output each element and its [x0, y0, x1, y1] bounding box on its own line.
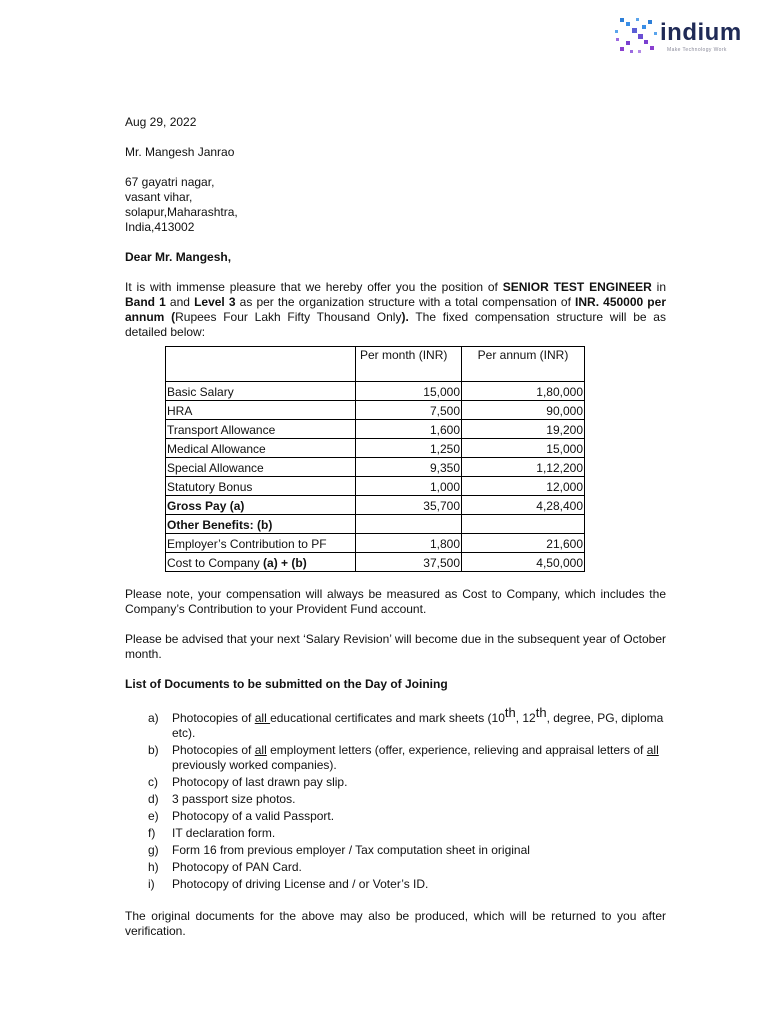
table-row	[166, 439, 585, 458]
per-annum-value: 15,000	[462, 439, 585, 458]
table-row-gross	[166, 496, 585, 515]
row-label: Special Allowance	[166, 458, 356, 477]
per-month-value: 9,350	[356, 458, 462, 477]
address-line: vasant vihar,	[125, 190, 193, 204]
per-month-value: 1,600	[356, 420, 462, 439]
table-row	[166, 477, 585, 496]
total-compensation: INR. 450000 per annum	[125, 295, 666, 324]
table-header-cell: Per month (INR)	[356, 347, 462, 382]
per-month-value: 1,250	[356, 439, 462, 458]
per-annum-value: 19,200	[462, 420, 585, 439]
row-label: Other Benefits: (b)	[166, 515, 356, 534]
per-month-value	[356, 515, 462, 534]
table-row-other-benefits	[166, 515, 585, 534]
logo-mark-icon	[614, 16, 658, 56]
row-label: Employer’s Contribution to PF	[166, 534, 356, 553]
table-row	[166, 401, 585, 420]
table-row-ctc	[166, 553, 585, 572]
logo-tagline: Make Technology Work	[667, 47, 727, 53]
band: Band 1	[125, 295, 166, 309]
company-logo	[614, 16, 754, 56]
position-title: SENIOR TEST ENGINEER	[502, 280, 652, 294]
per-annum-value: 4,50,000	[462, 553, 585, 572]
row-label: Medical Allowance	[166, 439, 356, 458]
logo-wordmark: indium	[660, 19, 742, 46]
per-annum-value: 1,12,200	[462, 458, 585, 477]
address-line: 67 gayatri nagar,	[125, 175, 215, 189]
per-annum-value: 21,600	[462, 534, 585, 553]
address-line: solapur,Maharashtra,	[125, 205, 238, 219]
address-line: India,413002	[125, 220, 195, 234]
ctc-note: Please note, your compensation will always be measured as Cost to Company, which includes the Company’s Contribution to your Provident Fund account.	[125, 587, 666, 616]
offer-letter	[125, 115, 666, 939]
recipient-name: Mr. Mangesh Janrao	[125, 145, 235, 159]
documents-list	[125, 705, 666, 892]
salary-revision-note: Please be advised that your next ‘Salary Revision’ will become due in the subsequent year of October month.	[125, 632, 666, 661]
per-month-value: 1,800	[356, 534, 462, 553]
row-label: Basic Salary	[166, 382, 356, 401]
letter-date: Aug 29, 2022	[125, 115, 197, 129]
per-annum-value: 1,80,000	[462, 382, 585, 401]
table-row	[166, 534, 585, 553]
salutation: Dear Mr. Mangesh,	[125, 250, 232, 264]
per-annum-value	[462, 515, 585, 534]
list-item: e) Photocopy of a valid Passport.	[148, 809, 335, 823]
per-month-value: 35,700	[356, 496, 462, 515]
list-item: i) Photocopy of driving License and / or Voter’s ID.	[148, 877, 429, 891]
table-row	[166, 382, 585, 401]
recipient-address	[125, 175, 666, 235]
row-label: Transport Allowance	[166, 420, 356, 439]
amount-in-words: Rupees Four Lakh Fifty Thousand Only	[175, 310, 402, 324]
offer-paragraph: It is with immense pleasure that we hereby offer you the position of SENIOR TEST ENGINEER in Band 1 and Level 3 as per the organization structure with a total compensation of INR. 450000 per annum (Rupees Four Lakh Fifty Thousand Only). The fixed compensation structure will be as detailed below:	[125, 280, 666, 339]
row-label: HRA	[166, 401, 356, 420]
list-item: d) 3 passport size photos.	[148, 792, 296, 806]
table-row	[166, 458, 585, 477]
table-header-cell	[166, 347, 356, 382]
list-item: b) Photocopies of all employment letters (offer, experience, relieving and appraisal letters of all previously worked companies).	[148, 743, 659, 772]
per-month-value: 1,000	[356, 477, 462, 496]
list-item: c) Photocopy of last drawn pay slip.	[148, 775, 348, 789]
per-annum-value: 4,28,400	[462, 496, 585, 515]
table-header-cell: Per annum (INR)	[462, 347, 585, 382]
per-annum-value: 12,000	[462, 477, 585, 496]
level: Level 3	[194, 295, 236, 309]
list-item: g) Form 16 from previous employer / Tax computation sheet in original	[148, 843, 530, 857]
documents-heading: List of Documents to be submitted on the Day of Joining	[125, 677, 448, 691]
per-annum-value: 90,000	[462, 401, 585, 420]
table-header-row	[166, 347, 585, 382]
row-label: Cost to Company (a) + (b)	[166, 553, 356, 572]
row-label: Statutory Bonus	[166, 477, 356, 496]
per-month-value: 15,000	[356, 382, 462, 401]
list-item: a) Photocopies of all educational certificates and mark sheets (10th, 12th, degree, PG, diploma etc).	[148, 705, 664, 740]
compensation-table	[165, 346, 585, 572]
per-month-value: 7,500	[356, 401, 462, 420]
list-item: h) Photocopy of PAN Card.	[148, 860, 302, 874]
list-item: f) IT declaration form.	[148, 826, 276, 840]
row-label: Gross Pay (a)	[166, 496, 356, 515]
per-month-value: 37,500	[356, 553, 462, 572]
table-row	[166, 420, 585, 439]
closing-paragraph: The original documents for the above may also be produced, which will be returned to you after verification.	[125, 909, 666, 938]
